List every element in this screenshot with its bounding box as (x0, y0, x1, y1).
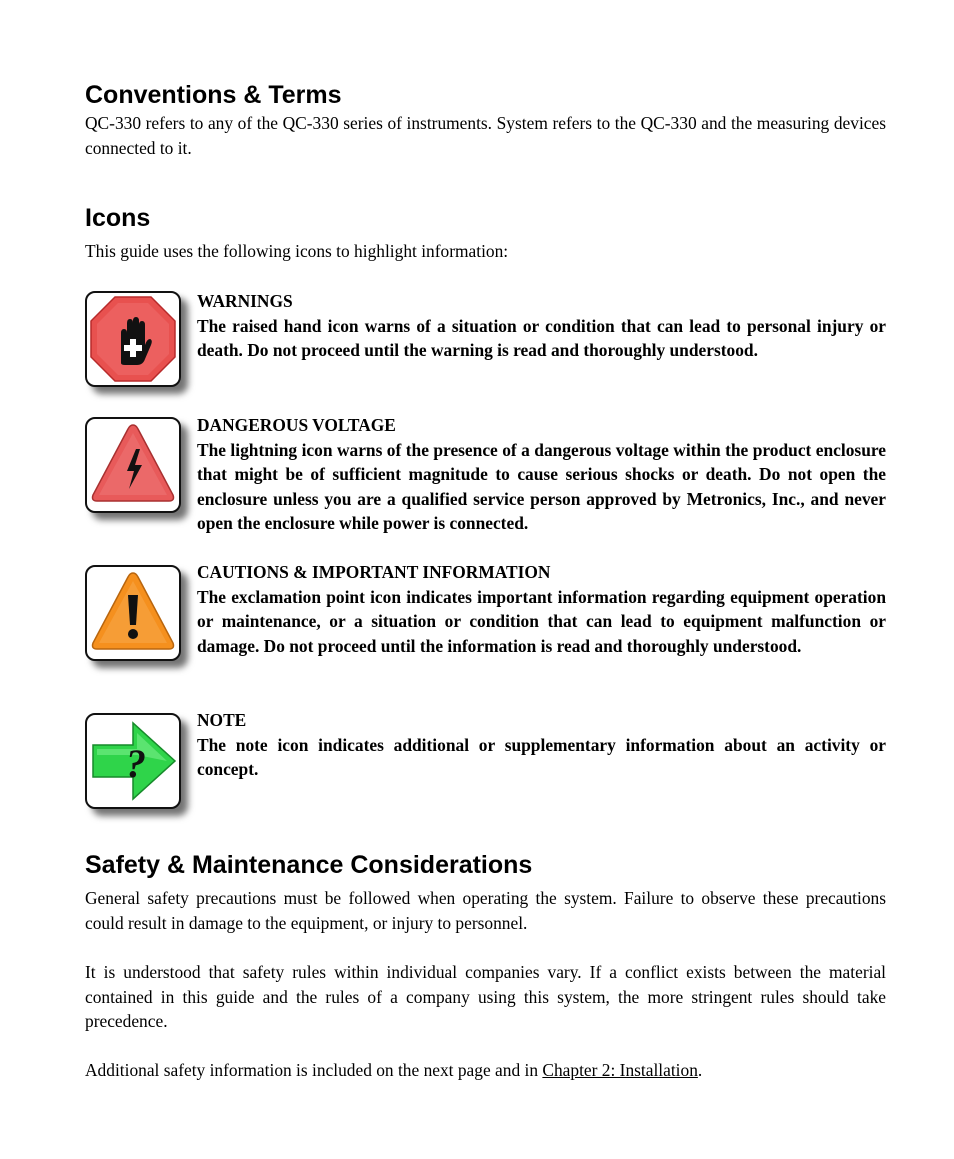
safety-paragraph-3-text: Additional safety information is included on the next page and in (85, 1060, 543, 1080)
note-arrow-question-icon (85, 713, 181, 809)
cautions-text: The exclamation point icon indicates important information regarding equipment operation or maintenance, or a situation or condition that can lead to equipment malfunction or damage. Do not proceed until the information is read and thoroughly understood. (197, 586, 886, 656)
raised-hand-icon (85, 291, 181, 387)
warnings-title: WARNINGS (197, 291, 293, 311)
warnings-text: The raised hand icon warns of a situation or condition that can lead to personal injury or death. Do not proceed until the warning is read and thoroughly understood. (197, 315, 886, 361)
icons-heading: Icons (85, 204, 151, 232)
conventions-text: QC-330 refers to any of the QC-330 series of instruments. System refers to the QC-330 and the measuring devices connected to it. (85, 113, 886, 158)
exclamation-icon (85, 565, 181, 661)
safety-paragraph-3-end: . (697, 1060, 703, 1080)
cautions-title: CAUTIONS & IMPORTANT INFORMATION (197, 562, 551, 582)
lightning-icon (85, 417, 181, 513)
chapter-2-installation-link[interactable]: Chapter 2: Installation (542, 1060, 698, 1080)
safety-paragraph-2: It is understood that safety rules within individual companies vary. If a conflict exists between the material contained in this guide and the rules of a company using this system, the more stringent rules should take precedence. (85, 962, 886, 1032)
note-notice (197, 708, 886, 782)
safety-heading: Safety & Maintenance Considerations (85, 851, 533, 879)
note-title: NOTE (197, 710, 247, 730)
safety-paragraph-1: General safety precautions must be followed when operating the system. Failure to observe these precautions could result in damage to the equipment, or injury to personnel. (85, 888, 886, 933)
voltage-title: DANGEROUS VOLTAGE (197, 415, 396, 435)
conventions-heading: Conventions & Terms (85, 81, 342, 109)
icons-intro: This guide uses the following icons to highlight information: (85, 241, 509, 261)
voltage-text: The lightning icon warns of the presence of a dangerous voltage within the product enclosure that might be of sufficient magnitude to cause serious shocks or death. Do not open the enclosure unless you are a qualified service person approved by Metronics, Inc., and never open the enclosure while power is connected. (197, 439, 886, 534)
cautions-notice (197, 560, 886, 658)
note-text: The note icon indicates additional or supplementary information about an activity or concept. (197, 734, 886, 780)
svg-text:?: ? (126, 741, 146, 786)
safety-paragraph-3 (85, 1058, 886, 1083)
voltage-notice (197, 413, 886, 536)
warnings-notice (197, 289, 886, 363)
